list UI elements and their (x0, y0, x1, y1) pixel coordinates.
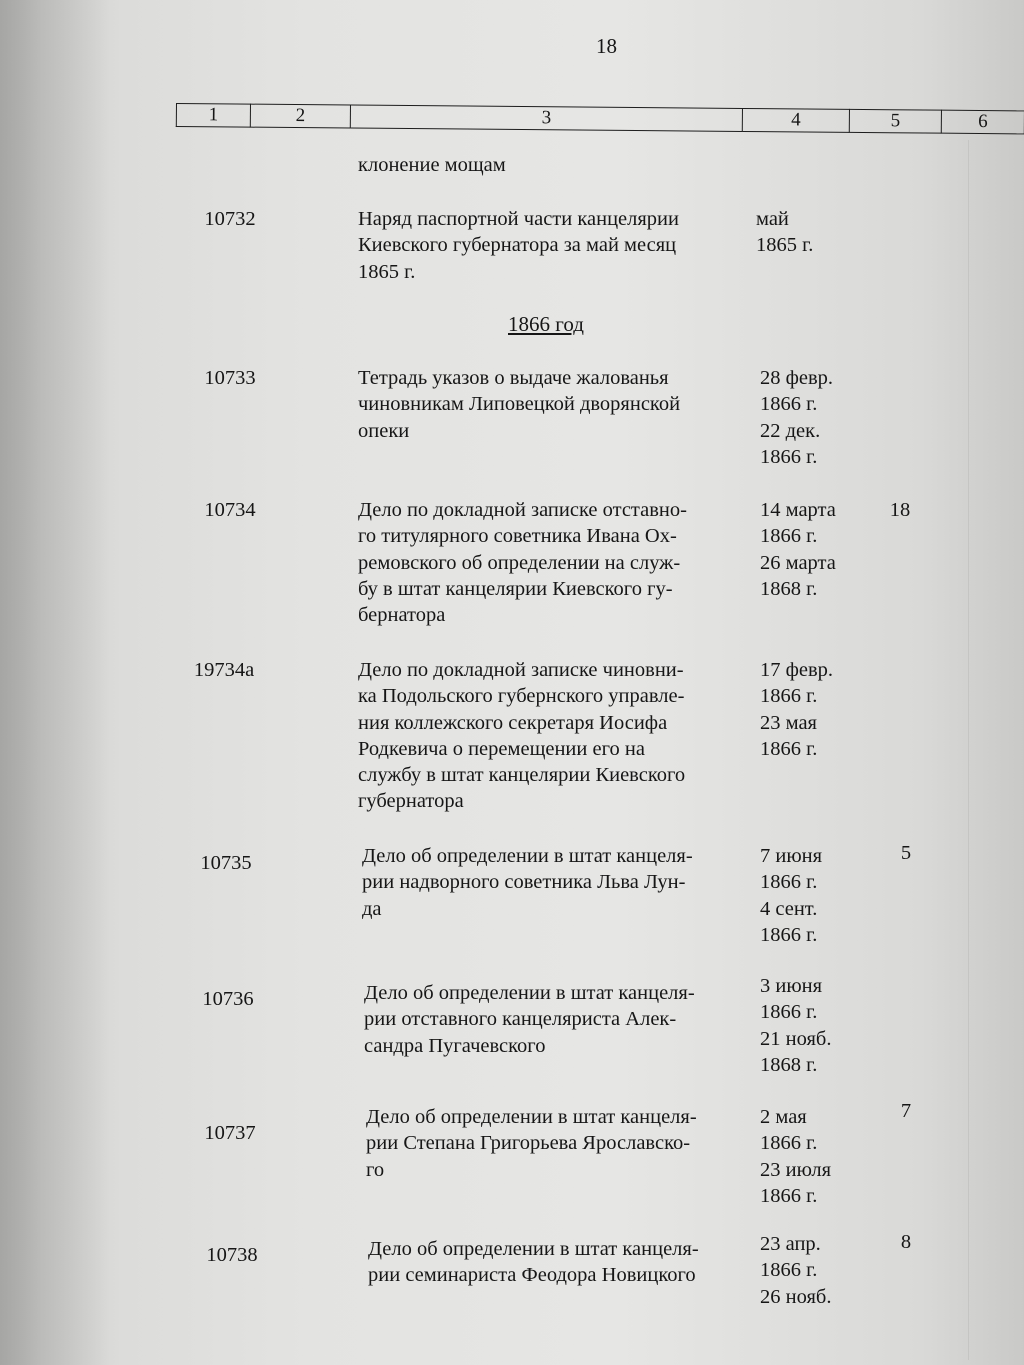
entry-dates: 3 июня 1866 г. 21 нояб. 1868 г. (760, 975, 832, 1076)
entry-dates: 2 мая 1866 г. 23 июля 1866 г. (760, 1106, 832, 1207)
entry-number: 10735 (200, 852, 252, 874)
entry-title: Дело по докладной записке отставно- го титулярного советника Ивана Ох- ремовского об определении на служ- бу в штат канцелярии Киевского гу- бернатора (358, 499, 687, 627)
column-header-1: 1 (176, 104, 250, 128)
entry-title: Наряд паспортной части канцелярии Киевского губернатора за май месяц 1865 г. (358, 208, 679, 283)
entry-dates: 28 февр. 1866 г. 22 дек. 1866 г. (760, 367, 834, 468)
continuation-text: клонение мощам (358, 154, 506, 176)
entry-dates: 7 июня 1866 г. 4 сент. 1866 г. (760, 845, 823, 946)
column-header-5: 5 (849, 109, 941, 133)
entry-dates: 17 февр. 1866 г. 23 мая 1866 г. (760, 659, 834, 760)
entry-number: 10736 (202, 988, 254, 1010)
entry-title: Дело об определении в штат канцеля- рии семинариста Феодора Новицкого (368, 1238, 699, 1287)
entry-sheet-count: 7 (900, 1100, 912, 1122)
entry-title: Тетрадь указов о выдаче жалованья чиновникам Липовецкой дворянской опеки (358, 367, 681, 442)
column-header-2: 2 (250, 104, 350, 128)
column-header-6: 6 (941, 110, 1024, 134)
page-edge-shadow (0, 0, 110, 1365)
column-header-4: 4 (742, 108, 849, 132)
entry-sheet-count: 18 (889, 499, 911, 521)
entry-sheet-count: 5 (900, 842, 912, 864)
page-number: 18 (596, 34, 617, 58)
entry-number: 19734а (193, 659, 255, 681)
entry-title: Дело об определении в штат канцеля- рии надворного советника Льва Лун- да (362, 845, 693, 920)
entry-number: 10737 (204, 1122, 256, 1144)
entry-number: 10734 (204, 499, 256, 521)
entry-dates: 14 марта 1866 г. 26 марта 1868 г. (760, 499, 836, 600)
column-header-table (176, 103, 1024, 134)
entry-dates: 23 апр. 1866 г. 26 нояб. (760, 1233, 832, 1308)
year-heading: 1866 год (508, 312, 584, 336)
entry-number: 10733 (204, 367, 256, 389)
entry-number: 10732 (204, 208, 256, 230)
entry-title: Дело по докладной записке чиновни- ка Подольского губернского управле- ния коллежского секретаря Иосифа Родкевича о перемещении его на службу в штат канцелярии Киевского губернатора (358, 659, 686, 813)
entry-sheet-count: 8 (900, 1231, 912, 1253)
entry-dates: май 1865 г. (756, 208, 814, 257)
entry-number: 10738 (206, 1244, 258, 1266)
column-header-3: 3 (350, 105, 742, 131)
page-fold-line (968, 140, 969, 1360)
entry-title: Дело об определении в штат канцеля- рии отставного канцеляриста Алек- сандра Пугачевского (364, 982, 695, 1057)
entry-title: Дело об определении в штат канцеля- рии Степана Григорьева Ярославско- го (366, 1106, 697, 1181)
